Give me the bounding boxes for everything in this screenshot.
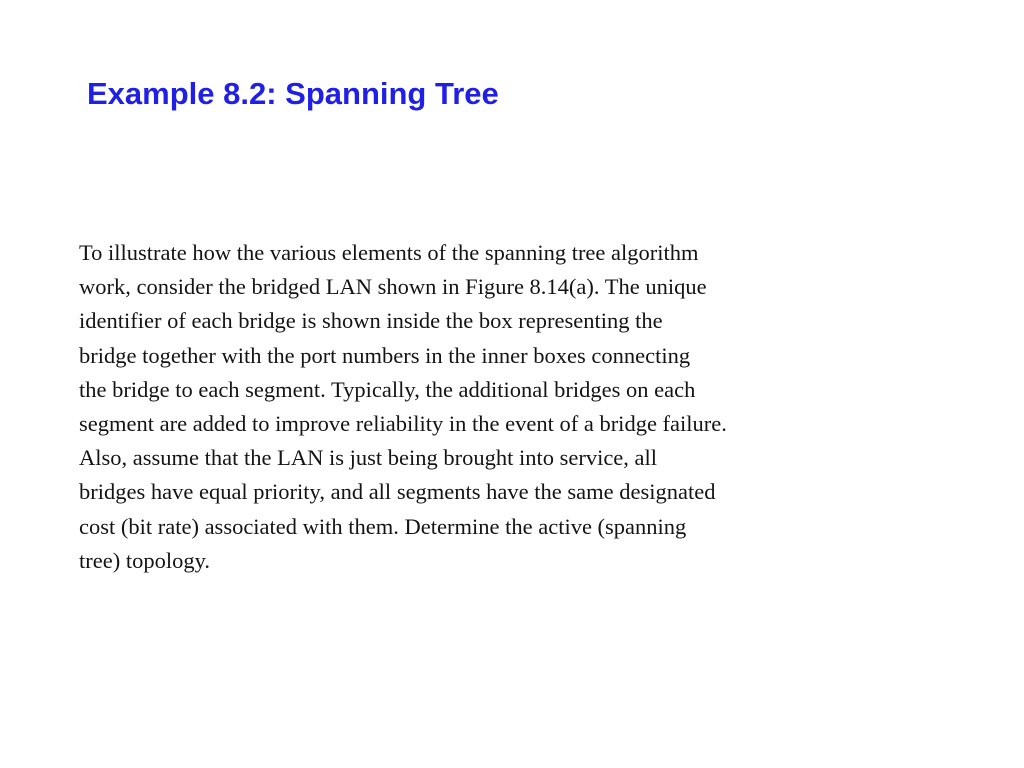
slide-title: Example 8.2: Spanning Tree <box>87 76 499 111</box>
body-line: cost (bit rate) associated with them. Determine the active (spanning <box>79 513 687 539</box>
body-line: bridges have equal priority, and all segments have the same designated <box>79 479 716 505</box>
slide-body <box>79 236 899 578</box>
body-line: Also, assume that the LAN is just being brought into service, all <box>79 445 658 471</box>
body-line: To illustrate how the various elements of the spanning tree algorithm <box>79 240 699 265</box>
body-line: the bridge to each segment. Typically, the additional bridges on each <box>79 376 696 402</box>
body-line: tree) topology. <box>79 547 211 573</box>
body-line: bridge together with the port numbers in the inner boxes connecting <box>79 342 691 368</box>
body-line: segment are added to improve reliability in the event of a bridge failure. <box>79 411 727 437</box>
body-line: work, consider the bridged LAN shown in Figure 8.14(a). The unique <box>79 274 707 300</box>
body-line: identifier of each bridge is shown inside the box representing the <box>79 308 663 334</box>
